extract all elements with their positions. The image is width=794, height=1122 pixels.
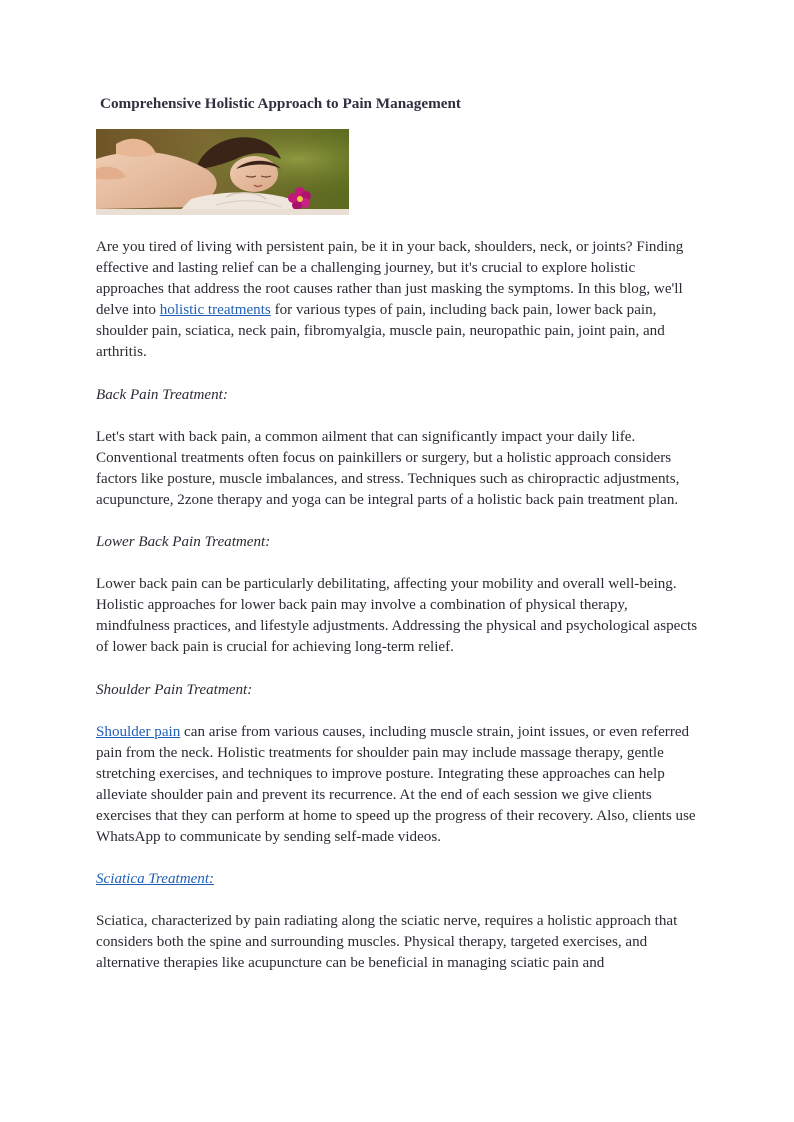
sciatica-treatment-link[interactable]: Sciatica Treatment: [96, 871, 215, 888]
lower-back-pain-heading: Lower Back Pain Treatment: [96, 534, 271, 551]
intro-text-after: for various types of pain, including back pain, lower back pain, shoulder pain, sciatica, neck pain, fibromyalgia, muscle pain, neuropathic pain, joint pain, and arthritis. [96, 302, 665, 361]
shoulder-pain-text: can arise from various causes, including muscle strain, joint issues, or even referred pain from the neck. Holistic treatments for shoulder pain may include massage therapy, gentle stretching exercises, and techniques to improve posture. Integrating these approaches can help alleviate shoulder pain and prevent its recurrence. At the end of each session we give clients exercises that they can perform at home to speed up the progress of their recovery. Also, clients use WhatsApp to communicate by sending self-made videos. [96, 723, 696, 846]
massage-spa-photo [96, 129, 349, 215]
intro-paragraph [96, 237, 702, 364]
lower-back-pain-paragraph: Lower back pain can be particularly debilitating, affecting your mobility and overall well-being. Holistic approaches for lower back pain may involve a combination of physical therapy, mindfulness practices, and lifestyle adjustments. Addressing the physical and psychological aspects of lower back pain is crucial for achieving long-term relief. [96, 576, 698, 656]
back-pain-paragraph: Let's start with back pain, a common ailment that can significantly impact your daily life. Conventional treatments often focus on painkillers or surgery, but a holistic approach considers factors like posture, muscle imbalances, and stress. Techniques such as chiropractic adjustments, acupuncture, 2zone therapy and yoga can be integral parts of a holistic back pain treatment plan. [96, 428, 680, 508]
shoulder-pain-link[interactable]: Shoulder pain [96, 723, 181, 740]
holistic-treatments-link[interactable]: holistic treatments [159, 302, 271, 319]
shoulder-pain-paragraph [96, 722, 702, 849]
hero-image-graphic [96, 129, 349, 215]
page-title: Comprehensive Holistic Approach to Pain Management [100, 95, 461, 112]
intro-text-before: Are you tired of living with persistent pain, be it in your back, shoulders, neck, or joints? Finding effective and lasting relief can be a challenging journey, but it's crucial to explore holistic approaches that address the root causes rather than just masking the symptoms. In this blog, we'll delve into [96, 239, 684, 319]
back-pain-heading: Back Pain Treatment: [96, 386, 228, 403]
sciatica-heading [96, 869, 702, 890]
sciatica-paragraph: Sciatica, characterized by pain radiating along the sciatic nerve, requires a holistic approach that considers both the spine and surrounding muscles. Physical therapy, targeted exercises, and alternative therapies like acupuncture can be beneficial in managing sciatic pain and [96, 913, 678, 972]
document-page [96, 93, 702, 996]
shoulder-pain-heading: Shoulder Pain Treatment: [96, 681, 253, 698]
